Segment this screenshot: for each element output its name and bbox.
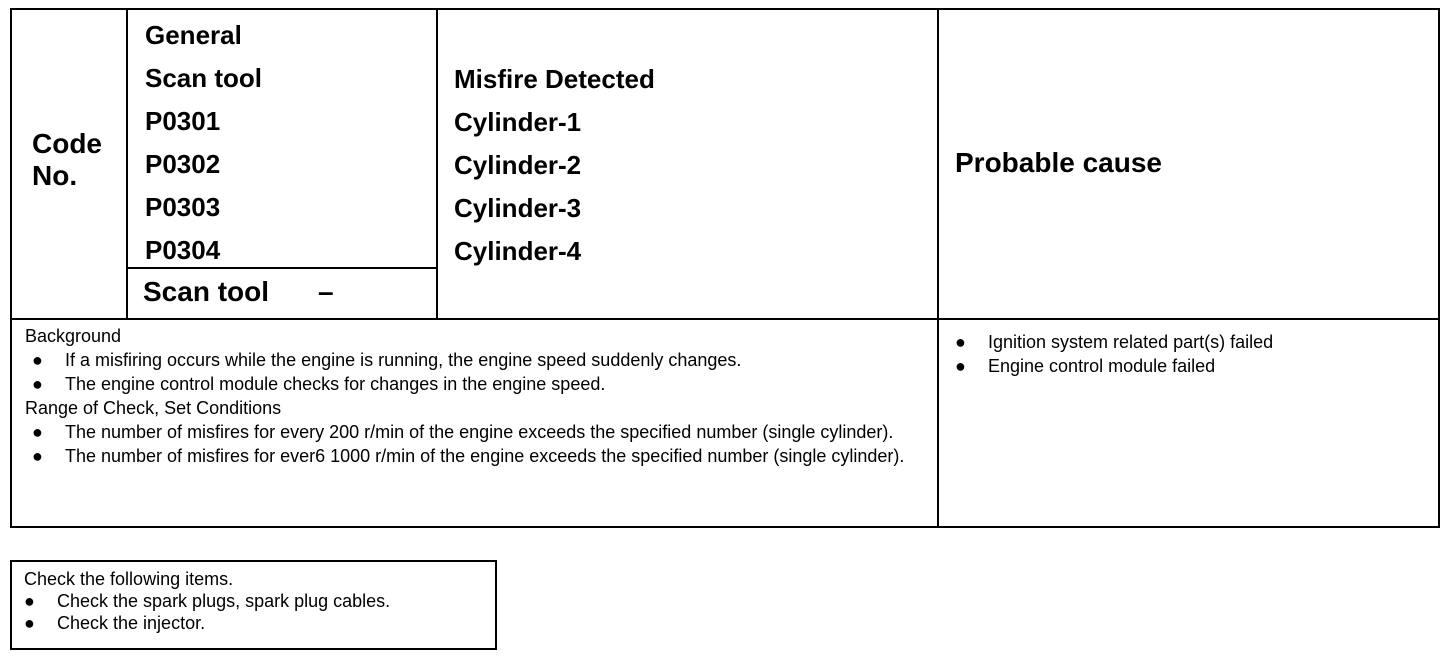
cylinder-1-label: Cylinder-1 [454, 107, 582, 137]
codes-lines [145, 14, 262, 272]
range-item-text: The number of misfires for every 200 r/min of the engine exceeds the specified number (single cylinder). [65, 422, 894, 442]
background-item-text: If a misfiring occurs while the engine is running, the engine speed suddenly changes. [65, 350, 742, 370]
cylinder-3-label: Cylinder-3 [454, 193, 582, 223]
code-line-scan-tool: Scan tool [145, 63, 263, 93]
cylinder-2-label: Cylinder-2 [454, 150, 582, 180]
check-item [24, 612, 487, 634]
background-cell [12, 320, 939, 526]
check-heading: Check the following items. [24, 569, 234, 589]
codes-upper-section [128, 10, 436, 269]
code-label-line-1: Code [32, 128, 102, 159]
diagnostic-table [10, 8, 1440, 528]
code-line-p0304: P0304 [145, 235, 221, 265]
check-item-text: Check the spark plugs, spark plug cables. [57, 591, 391, 611]
code-line-p0301: P0301 [145, 106, 221, 136]
background-item-text: The engine control module checks for changes in the engine speed. [65, 374, 606, 394]
scan-tool-label: Scan tool [143, 276, 270, 307]
probable-cause-text: Engine control module failed [988, 356, 1216, 376]
code-line-p0303: P0303 [145, 192, 221, 222]
probable-cause-item [955, 330, 1432, 354]
background-heading: Background [25, 326, 122, 346]
check-item [24, 590, 487, 612]
bullet-icon: ● [32, 446, 43, 466]
misfire-lines [454, 58, 655, 273]
misfire-description-cell [438, 10, 939, 318]
check-item-text: Check the injector. [57, 613, 206, 633]
bullet-icon: ● [955, 356, 966, 376]
bullet-icon: ● [955, 332, 966, 352]
code-number-cell [12, 10, 128, 318]
range-item [32, 444, 929, 468]
scan-tool-section [128, 269, 436, 318]
code-label-line-2: No. [32, 160, 78, 191]
range-item [32, 420, 929, 444]
misfire-title: Misfire Detected [454, 64, 655, 94]
bullet-icon: ● [24, 613, 35, 633]
table-header-row [12, 10, 1438, 320]
background-item [32, 372, 929, 396]
probable-cause-cell [939, 320, 1440, 526]
bullet-icon: ● [24, 591, 35, 611]
table-body-row [12, 320, 1438, 526]
range-heading: Range of Check, Set Conditions [25, 398, 282, 418]
probable-cause-item [955, 354, 1432, 378]
code-line-general: General [145, 20, 242, 50]
scan-tool-value: – [318, 276, 334, 307]
bullet-icon: ● [32, 374, 43, 394]
cylinder-4-label: Cylinder-4 [454, 236, 582, 266]
code-number-label [32, 128, 102, 192]
probable-cause-text: Ignition system related part(s) failed [988, 332, 1274, 352]
probable-cause-header-cell [939, 10, 1440, 318]
range-item-text: The number of misfires for ever6 1000 r/min of the engine exceeds the specified number (single cylinder). [65, 446, 905, 466]
probable-cause-heading: Probable cause [955, 147, 1162, 178]
bullet-icon: ● [32, 422, 43, 442]
code-line-p0302: P0302 [145, 149, 221, 179]
bullet-icon: ● [32, 350, 43, 370]
background-item [32, 348, 929, 372]
check-items-box [10, 560, 497, 650]
codes-list-cell [128, 10, 438, 318]
